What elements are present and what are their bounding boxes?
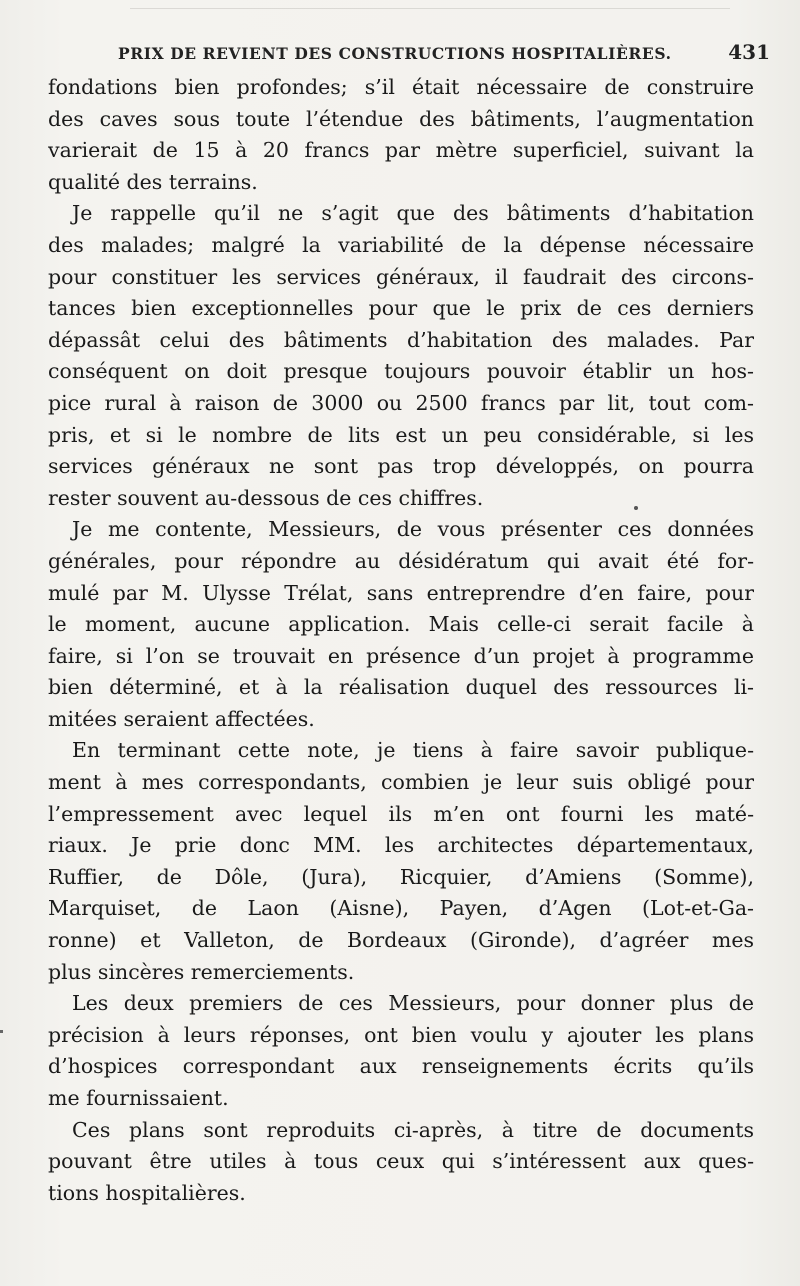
- text-line: le moment, aucune application. Mais celle-ci serait facile à: [48, 612, 754, 637]
- text-line: rester souvent au-dessous de ces chiffres.: [48, 485, 484, 510]
- text-line: me fournissaient.: [48, 1086, 229, 1110]
- text-line: précision à leurs réponses, ont bien voulu y ajouter les plans: [48, 1022, 754, 1047]
- show-through-line: [130, 8, 730, 19]
- page-number: 431: [728, 40, 770, 64]
- running-title: PRIX DE REVIENT DES CONSTRUCTIONS HOSPITALIÈRES.: [118, 44, 672, 63]
- text-line: des malades; malgré la variabilité de la dépense nécessaire: [48, 232, 754, 257]
- running-head: [118, 40, 770, 70]
- text-line: riaux. Je prie donc MM. les architectes départementaux,: [48, 833, 754, 858]
- text-line: dépassât celui des bâtiments d’habitation des malades. Par: [48, 327, 754, 352]
- text-line: Je me contente, Messieurs, de vous présenter ces données: [72, 517, 754, 542]
- text-line: pouvant être utiles à tous ceux qui s’intéressent aux ques-: [48, 1149, 754, 1174]
- body-text: [48, 72, 754, 1209]
- text-line: bien déterminé, et à la réalisation duquel des ressources li-: [48, 675, 754, 700]
- text-line: Marquiset, de Laon (Aisne), Payen, d’Agen (Lot-et-Ga-: [48, 896, 754, 921]
- text-line: générales, pour répondre au désidératum qui avait été for-: [48, 548, 754, 573]
- paragraph: [48, 72, 754, 198]
- text-line: Je rappelle qu’il ne s’agit que des bâtiments d’habitation: [72, 201, 754, 226]
- text-line: l’empressement avec lequel ils m’en ont fourni les maté-: [48, 801, 754, 826]
- paragraph: [48, 735, 754, 988]
- print-speck: [634, 506, 638, 510]
- text-line: pour constituer les services généraux, il faudrait des circons-: [48, 264, 754, 289]
- text-line: d’hospices correspondant aux renseignements écrits qu’ils: [48, 1054, 754, 1079]
- text-line: des caves sous toute l’étendue des bâtiments, l’augmentation: [48, 106, 754, 131]
- paragraph: [48, 988, 754, 1114]
- text-line: conséquent on doit presque toujours pouvoir établir un hos-: [48, 359, 754, 384]
- paragraph: [48, 198, 754, 514]
- paragraph: [48, 514, 754, 735]
- text-line: pice rural à raison de 3000 ou 2500 francs par lit, tout com-: [48, 390, 754, 415]
- margin-mark: [0, 1030, 3, 1033]
- text-line: faire, si l’on se trouvait en présence d’un projet à programme: [48, 643, 754, 668]
- text-line: tions hospitalières.: [48, 1180, 246, 1205]
- text-line: Ruffier, de Dôle, (Jura), Ricquier, d’Amiens (Somme),: [48, 864, 754, 889]
- text-line: qualité des terrains.: [48, 169, 258, 194]
- text-line: mulé par M. Ulysse Trélat, sans entreprendre d’en faire, pour: [48, 580, 754, 605]
- text-line: plus sincères remerciements.: [48, 959, 355, 984]
- text-line: services généraux ne sont pas trop développés, on pourra: [48, 454, 754, 479]
- text-line: varierait de 15 à 20 francs par mètre superficiel, suivant la: [48, 138, 754, 163]
- text-line: mitées seraient affectées.: [48, 706, 315, 731]
- text-line: ronne) et Valleton, de Bordeaux (Gironde), d’agréer mes: [48, 928, 754, 953]
- text-line: En terminant cette note, je tiens à faire savoir publique-: [72, 738, 754, 763]
- text-line: Ces plans sont reproduits ci-après, à titre de documents: [72, 1117, 754, 1142]
- text-line: pris, et si le nombre de lits est un peu considérable, si les: [48, 422, 754, 447]
- text-line: fondations bien profondes; s’il était nécessaire de construire: [48, 75, 754, 99]
- text-line: Les deux premiers de ces Messieurs, pour donner plus de: [72, 991, 754, 1016]
- paragraph: [48, 1115, 754, 1210]
- text-line: tances bien exceptionnelles pour que le prix de ces derniers: [48, 296, 754, 321]
- text-line: ment à mes correspondants, combien je leur suis obligé pour: [48, 770, 754, 795]
